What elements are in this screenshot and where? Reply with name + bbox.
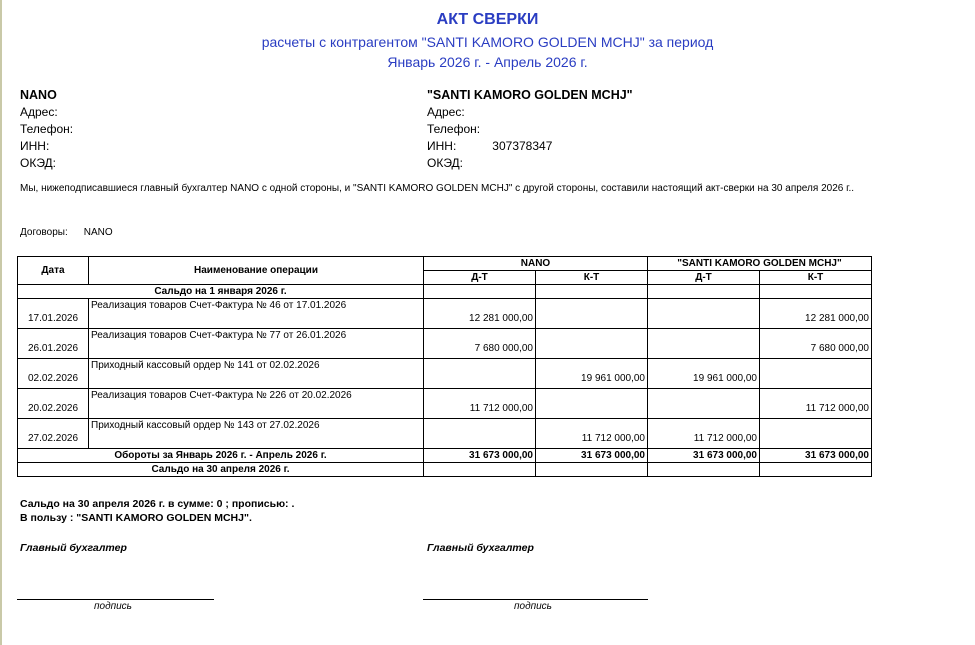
row-right-kt [760,359,872,389]
summary-block [20,497,294,525]
row-left-dt [424,359,536,389]
doc-period: Январь 2026 г. - Апрель 2026 г. [387,54,588,70]
signature-left-title: Главный бухгалтер [20,542,127,554]
row-left-kt [536,389,648,419]
party-right [427,87,633,172]
signature-right-line [423,599,648,600]
right-dt-header: Д-Т [648,271,760,285]
table-row [18,329,872,359]
party-left-phone: Телефон: [20,122,74,136]
opening-left-kt [536,285,648,299]
party-left-inn-label: ИНН: [20,139,50,153]
row-right-dt [648,329,760,359]
row-operation: Реализация товаров Счет-Фактура № 46 от 17.01.2026 [89,299,424,329]
left-dt-header: Д-Т [424,271,536,285]
row-date: 20.02.2026 [18,389,89,419]
col-operation-header: Наименование операции [89,257,424,285]
party-right-inn-label: ИНН: [427,139,457,153]
row-date: 26.01.2026 [18,329,89,359]
row-right-dt: 19 961 000,00 [648,359,760,389]
party-right-phone: Телефон: [427,122,481,136]
signature-left-caption: подпись [94,601,132,612]
intro-paragraph: Мы, нижеподписавшиеся главный бухгалтер NANO с одной стороны, и "SANTI KAMORO GOLDEN MCHJ" с другой стороны, составили настоящий акт-сверки на 30 апреля 2026 г.. [20,183,855,194]
summary-favor-line: В пользу : "SANTI KAMORO GOLDEN MCHJ". [20,512,252,524]
closing-balance-label: Сальдо на 30 апреля 2026 г. [18,463,424,477]
party-left-name: NANO [20,88,57,102]
row-left-dt: 11 712 000,00 [424,389,536,419]
page-edge [0,0,2,645]
opening-right-kt [760,285,872,299]
turnover-left-dt: 31 673 000,00 [424,449,536,463]
row-right-kt [760,419,872,449]
party-right-inn-value: 307378347 [492,139,553,153]
closing-left-dt [424,463,536,477]
signature-right-caption: подпись [514,601,552,612]
group-right-header: "SANTI KAMORO GOLDEN MCHJ" [648,257,872,271]
party-left-okad: ОКЭД: [20,156,57,170]
opening-balance-label: Сальдо на 1 января 2026 г. [18,285,424,299]
table-row [18,299,872,329]
party-left-address: Адрес: [20,105,58,119]
row-operation: Приходный кассовый ордер № 143 от 27.02.2026 [89,419,424,449]
turnover-right-dt: 31 673 000,00 [648,449,760,463]
row-right-kt: 11 712 000,00 [760,389,872,419]
table-row [18,359,872,389]
left-kt-header: К-Т [536,271,648,285]
row-left-kt: 11 712 000,00 [536,419,648,449]
party-right-okad: ОКЭД: [427,156,464,170]
row-right-kt: 7 680 000,00 [760,329,872,359]
row-left-dt: 7 680 000,00 [424,329,536,359]
col-date-header: Дата [18,257,89,285]
opening-left-dt [424,285,536,299]
closing-left-kt [536,463,648,477]
party-right-name: "SANTI KAMORO GOLDEN MCHJ" [427,88,633,102]
party-right-inn [427,138,633,155]
turnover-right-kt: 31 673 000,00 [760,449,872,463]
contracts-value: NANO [83,227,113,238]
row-date: 17.01.2026 [18,299,89,329]
turnover-label: Обороты за Январь 2026 г. - Апрель 2026 г. [18,449,424,463]
row-left-kt [536,329,648,359]
right-kt-header: К-Т [760,271,872,285]
row-right-kt: 12 281 000,00 [760,299,872,329]
party-left-inn [20,138,85,155]
closing-right-dt [648,463,760,477]
party-right-address: Адрес: [427,105,465,119]
doc-subtitle: расчеты с контрагентом "SANTI KAMORO GOLDEN MCHJ" за период [261,34,714,50]
party-left [20,87,85,172]
summary-balance-line: Сальдо на 30 апреля 2026 г. в сумме: 0 ; прописью: . [20,498,295,510]
turnover-left-kt: 31 673 000,00 [536,449,648,463]
row-left-dt: 12 281 000,00 [424,299,536,329]
row-left-kt [536,299,648,329]
row-right-dt: 11 712 000,00 [648,419,760,449]
closing-right-kt [760,463,872,477]
contracts-line [20,227,113,238]
row-date: 02.02.2026 [18,359,89,389]
signature-left-line [17,599,214,600]
table-row [18,419,872,449]
doc-title: АКТ СВЕРКИ [436,11,539,28]
row-right-dt [648,389,760,419]
reconciliation-table [17,256,872,477]
row-operation: Реализация товаров Счет-Фактура № 77 от 26.01.2026 [89,329,424,359]
signature-right-title: Главный бухгалтер [427,542,534,554]
opening-right-dt [648,285,760,299]
group-left-header: NANO [424,257,648,271]
row-left-dt [424,419,536,449]
row-right-dt [648,299,760,329]
contracts-label: Договоры: [20,227,68,238]
row-operation: Приходный кассовый ордер № 141 от 02.02.2026 [89,359,424,389]
row-date: 27.02.2026 [18,419,89,449]
table-row [18,389,872,419]
row-left-kt: 19 961 000,00 [536,359,648,389]
row-operation: Реализация товаров Счет-Фактура № 226 от 20.02.2026 [89,389,424,419]
